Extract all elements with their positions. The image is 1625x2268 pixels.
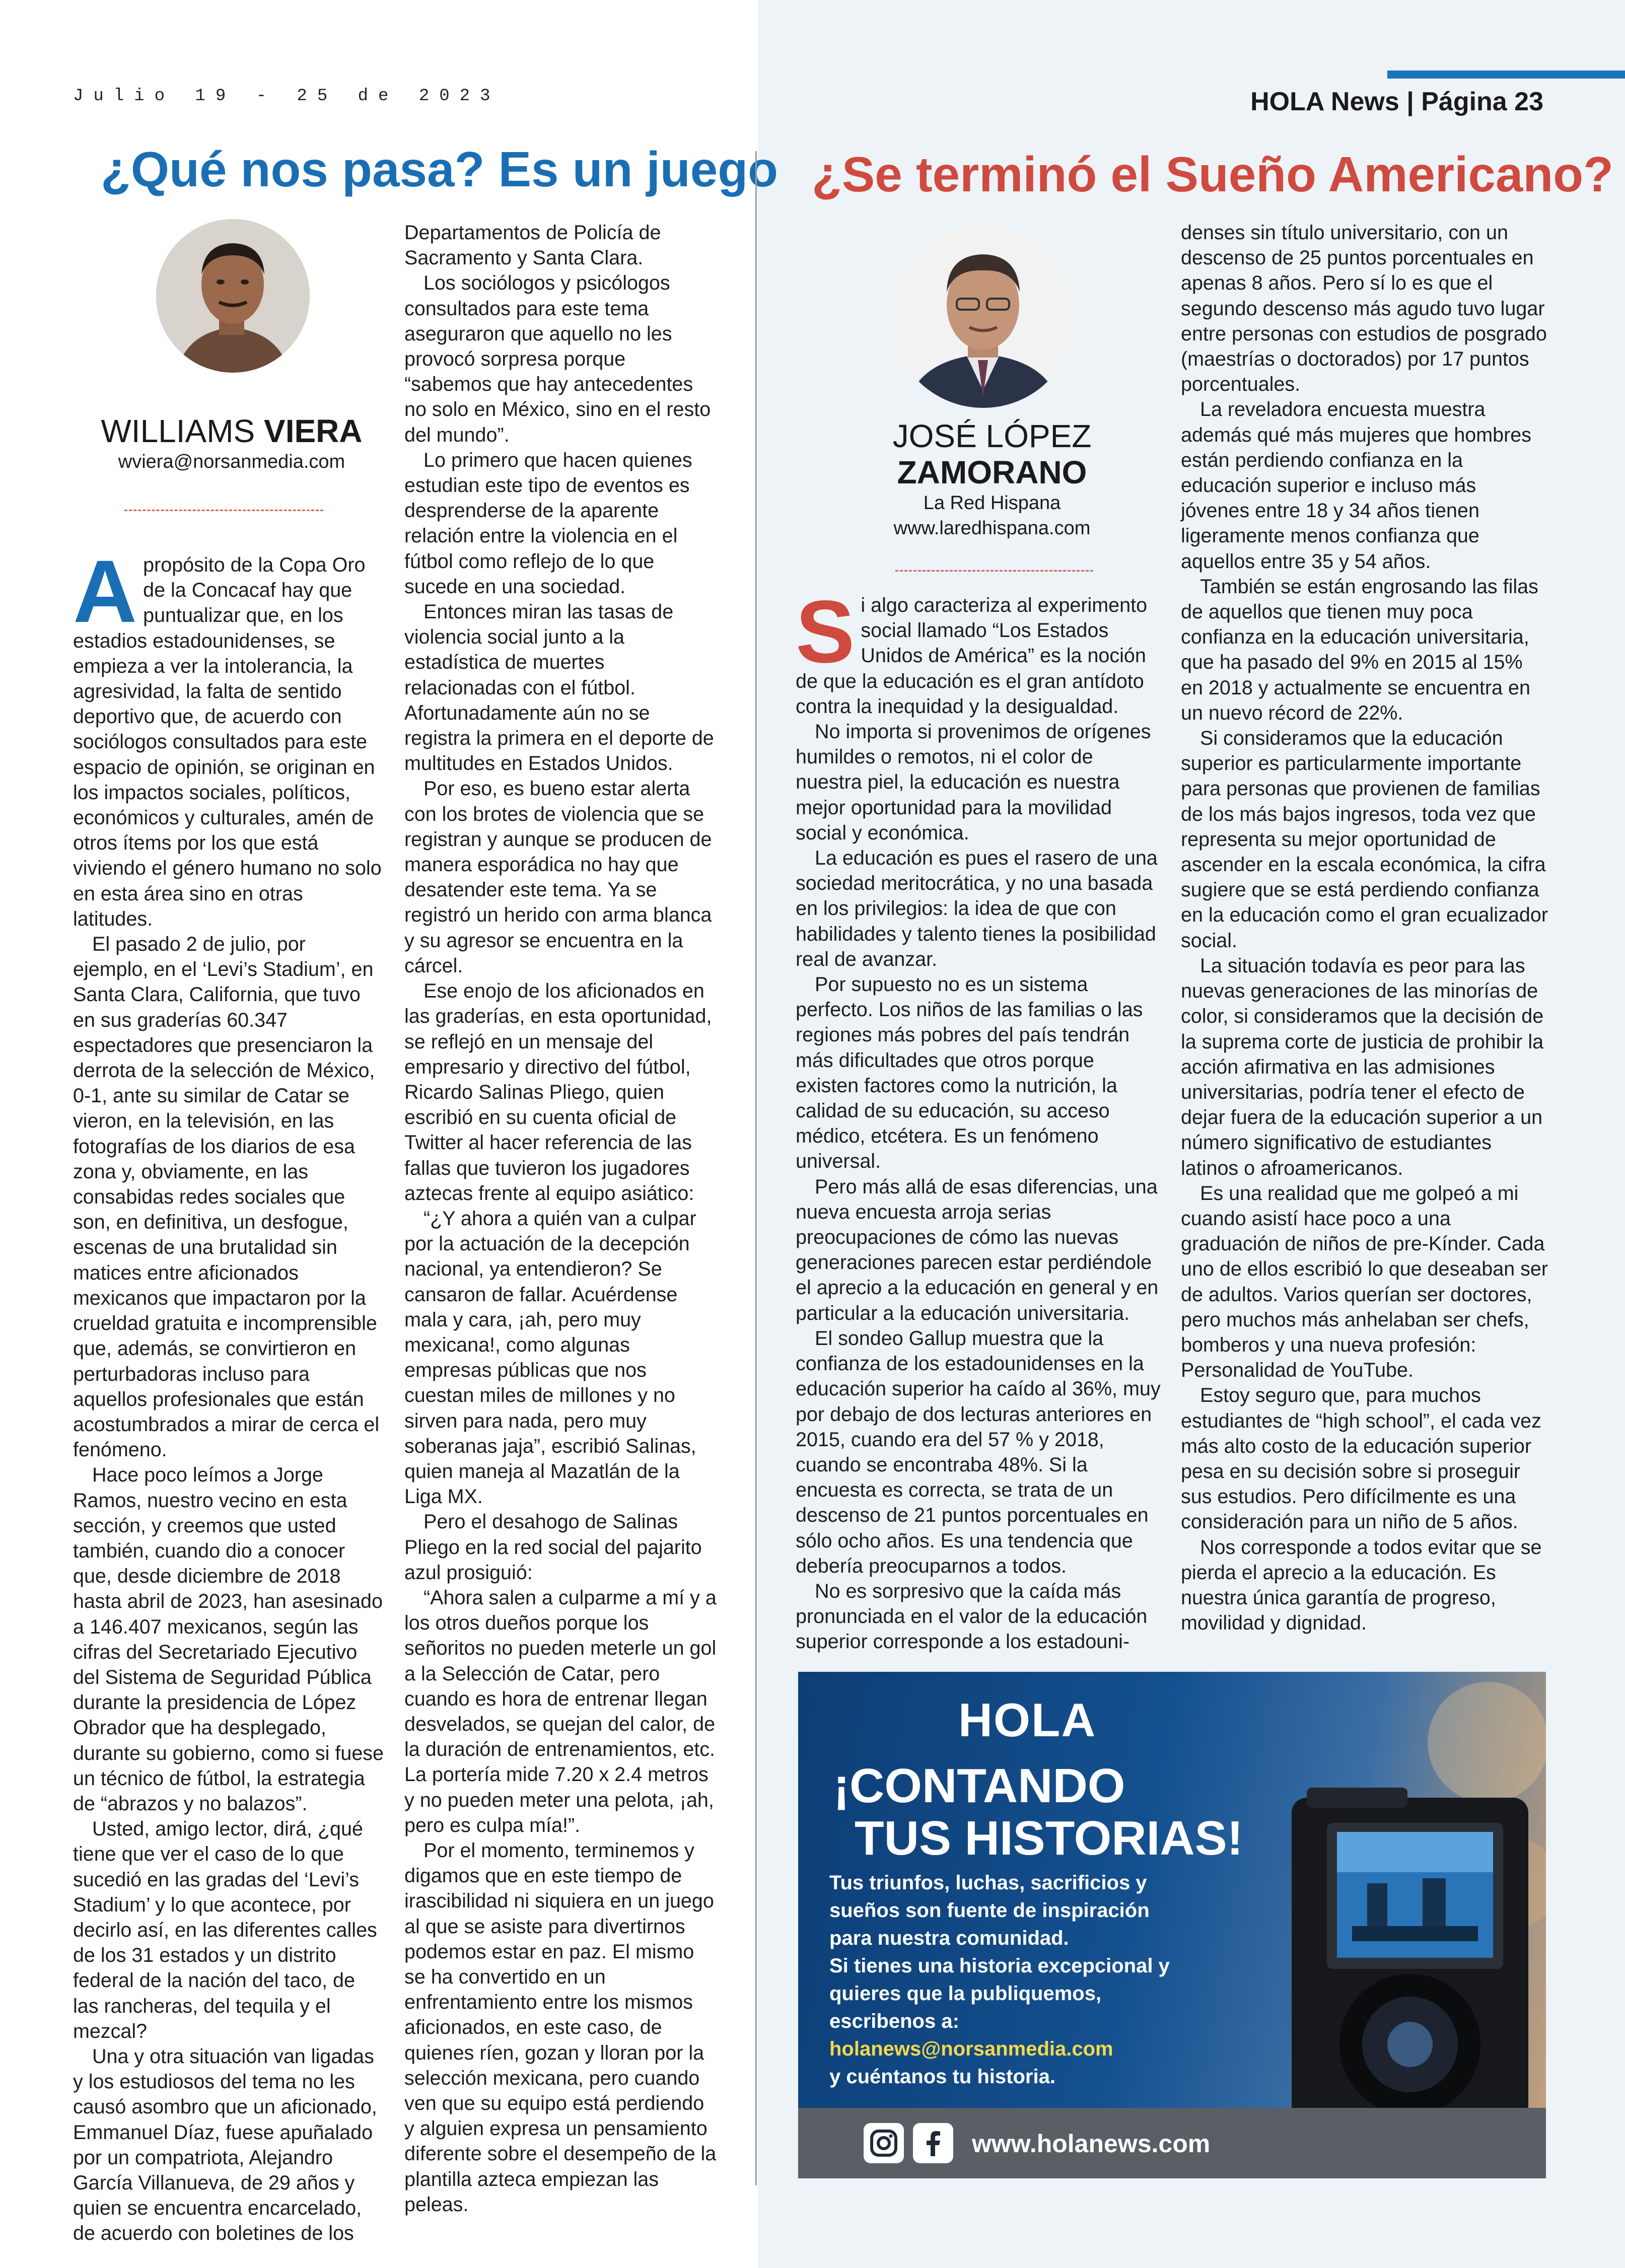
ad-footer (798, 2108, 1546, 2178)
right-para-12: La situación todavía es peor para las nuevas generaciones de las minorías de color, si consideramos que la decisión de la suprema corte de justicia de prohibir la acción afirmativa en las admisiones universitarias, podría tener el efecto de dejar fuera de la educación superior a un número significativo de estudiantes latinos o afroamericanos. (1181, 954, 1544, 1179)
page-header: HOLA News | Página 23 (1250, 87, 1543, 116)
right-para-8: denses sin título universitario, con un descenso de 25 puntos porcentuales en apenas 8 años. Pero sí lo es que el segundo descenso más agudo tuvo lugar entre personas con estudios de posgrado (maestrías o doctorados) por 17 puntos porcentuales. (1181, 222, 1547, 396)
right-para-2: No importa si provenimos de orígenes humildes o remotos, ni el color de nuestra piel, la educación es nuestra mejor oportunidad para la movilidad social y económica. (796, 721, 1151, 844)
right-para-11: Si consideramos que la educación superior es particularmente importante para personas que provienen de familias de los más bajos ingresos, toda vez que representa su mejor oportunidad de ascender en la escala económica, la cifra sugiere que se está perdiendo confianza en la educación como el gran ecualizador social. (1181, 727, 1548, 952)
left-column-2 (404, 220, 717, 2217)
hola-advertisement[interactable] (798, 1672, 1546, 2178)
left-para-13: Pero el desahogo de Salinas Pliego en la red social del pajarito azul prosiguió: (404, 1511, 702, 1584)
author-block-viera (30, 413, 433, 474)
ad-closing: y cuéntanos tu historia. (829, 2066, 1055, 2088)
left-column-1 (73, 542, 385, 2246)
author-name: WILLIAMS VIERA (101, 413, 363, 449)
header-accent-bar (1387, 70, 1625, 79)
left-para-11: Ese enojo de los aficionados en las graderías, en esta oportunidad, se reflejó en un mensaje del empresario y directivo del fútbol, Ricardo Salinas Pliego, quien escribió en su cuenta oficial de Twitter al hacer referencia de las fallas que tuvieron los jugadores aztecas frente al equipo asiático: (404, 980, 712, 1204)
author-divider-right (895, 570, 1093, 572)
right-para-10: También se están engrosando las filas de aquellos que tienen muy poca confianza en la educación universitaria, que ha pasado del 9% en 2015 al 15% en 2018 y actualmente se encuentra en un nuevo récord de 22%. (1181, 575, 1538, 724)
right-para-14: Estoy seguro que, para muchos estudiantes de “high school”, el cada vez más alto costo de la educación superior pesa en su decisión sobre si proseguir sus estudios. Pero difícilmente es una consideración para un niño de 5 años. (1181, 1384, 1541, 1533)
ad-body (829, 1869, 1170, 2091)
left-para-2: El pasado 2 de julio, por ejemplo, en el ‘Levi’s Stadium’, en Santa Clara, California, que tuvo en sus graderías 60.347 espectadores que presenciaron la derrota de la selección de México, 0-1, ante su similar de Catar se vieron, en la televisión, en las fotografías de los diarios de esa zona y, obviamente, en las consabidas redes sociales que son, en definitiva, un desfogue, escenas de una brutalidad sin matices entre aficionados mexicanos que impactaron por la crueldad gratuita e incomprensible que, además, se convirtieron en perturbadoras incluso para aquellos profesionales que están acostumbrados a mirar de cerca el fenómeno. (73, 933, 380, 1461)
left-para-6: Departamentos de Policía de Sacramento y Santa Clara. (404, 222, 661, 269)
author-divider (124, 510, 323, 511)
issue-date: Julio 19 - 25 de 2023 (73, 87, 501, 106)
ad-headline-line2: TUS HISTORIAS! (855, 1811, 1243, 1865)
ad-body-line: Tus triunfos, luchas, sacrificios y (829, 1872, 1147, 1894)
ad-body-line: Si tienes una historia excepcional y (829, 1955, 1170, 1977)
right-para-15: Nos corresponde a todos evitar que se pierda el aprecio a la educación. Es nuestra única garantía de progreso, movilidad y dignidad. (1181, 1536, 1542, 1635)
left-para-3: Hace poco leímos a Jorge Ramos, nuestro vecino en esta sección, y creemos que usted también, cuando dio a conocer que, desde diciembre de 2018 hasta abril de 2023, han asesinado a 146.407 mexicanos, según las cifras del Secretariado Ejecutivo del Sistema de Seguridad Pública durante la presidencia de López Obrador que ha desplegado, durante su gobierno, como si fuese un técnico de fútbol, la estrategia de “abrazos y no balazos”. (73, 1464, 384, 1815)
ad-headline-line1: ¡CONTANDO (833, 1759, 1125, 1813)
right-column-1 (796, 583, 1161, 1655)
right-para-3: La educación es pues el rasero de una sociedad meritocrática, y no una basada en los privilegios: la idea de que con habilidades y talento tienes la posibilidad real de avanzar. (796, 847, 1158, 970)
left-para-1: Apropósito de la Copa Oro de la Concacaf hay que puntualizar que, en los estadios estadounidenses, se empieza a ver la intolerancia, la agresividad, la falta de sentido deportivo que, de acuerdo con sociólogos consultados para este espacio de opinión, se originan en los impactos sociales, políticos, económicos y culturales, amén de otros ítems por los que está viviendo el género humano no solo en esta área sino en otras latitudes. (73, 542, 382, 930)
author-org: La Red Hispana (923, 492, 1061, 514)
ad-headline (833, 1760, 1243, 1865)
author-website: www.laredhispana.com (893, 518, 1091, 539)
right-headline: ¿Se terminó el Sueño Americano? (812, 147, 1613, 202)
left-para-15: Por el momento, terminemos y digamos que en este tiempo de irascibilidad ni siquiera en un juego al que se asiste para divertirnos podemos estar en paz. El mismo se ha convertido en un enfrentamiento entre los mismos aficionados, en este caso, de quienes ríen, gozan y lloran por la selección mexicana, pero cuando ven que su equipo está perdiendo y alguien expresa un pensamiento diferente sobre el desempeño de la plantilla azteca empiezan las peleas. (404, 1839, 717, 2216)
author-block-lopez (791, 418, 1193, 541)
author-photo-viera (156, 219, 310, 373)
author-email: wviera@norsanmedia.com (118, 451, 345, 472)
instagram-icon[interactable] (864, 2123, 904, 2163)
ad-website-link[interactable]: www.holanews.com (972, 2130, 1211, 2158)
right-para-6: El sondeo Gallup muestra que la confianza de los estadounidenses en la educación superior ha caído al 36%, muy por debajo de dos lecturas anteriores en 2015, cuando era del 57 % y 2018, cuando se encontraba 48%. Si la encuesta es correcta, se trata de un descenso de 21 puntos porcentuales en sólo ocho años. Es una tendencia que debería preocuparnos a todos. (796, 1327, 1161, 1577)
dropcap: S (796, 583, 855, 681)
dropcap: A (73, 542, 137, 641)
left-para-7: Los sociólogos y psicólogos consultados para este tema aseguraron que aquello no les provocó sorpresa porque “sabemos que hay antecedentes no solo en México, sino en el resto del mundo”. (404, 272, 711, 446)
left-para-5: Una y otra situación van ligadas y los estudiosos del tema no les causó asombro que un aficionado, Emmanuel Díaz, fuese apuñalado por un compatriota, Alejandro García Villanueva, de 29 años y quien se encuentra encarcelado, de acuerdo con boletines de los (73, 2045, 377, 2245)
author-photo-lopez (891, 224, 1075, 408)
left-para-9: Entonces miran las tasas de violencia social junto a la estadística de muertes relacionadas con el fútbol. Afortunadamente aún no se registra la primera en el deporte de multitudes en Estados Unidos. (404, 601, 714, 775)
left-para-8: Lo primero que hacen quienes estudian este tipo de eventos es desprenderse de la aparente relación entre la violencia en el fútbol como reflejo de lo que sucede en una sociedad. (404, 449, 692, 598)
hola-logo: HOLA (958, 1693, 1097, 1746)
right-para-9: La reveladora encuesta muestra además qué más mujeres que hombres están perdiendo confianza en la educación superior e incluso más jóvenes entre 18 y 34 años tienen ligeramente menos confianza que aquellos entre 35 y 54 años. (1181, 398, 1531, 573)
left-headline: ¿Qué nos pasa? Es un juego (101, 141, 778, 197)
left-para-10: Por eso, es bueno estar alerta con los brotes de violencia que se registran y aunque se producen de manera esporádica no hay que desatender este tema. Ya se registró un herido con arma blanca y su agresor se encuentra en la cárcel. (404, 777, 712, 977)
left-para-14: “Ahora salen a culparme a mí y a los otros dueños porque los señoritos no pueden meterle un gol a la Selección de Catar, pero cuando es hora de entrenar llegan desvelados, se quejan del calor, de la duración de entrenamientos, etc. La portería mide 7.20 x 2.4 metros y no pueden meter una pelota, ¡ah, pero es culpa mía!”. (404, 1586, 717, 1836)
column-separator (755, 151, 757, 2185)
right-para-7: No es sorpresivo que la caída más pronunciada en el valor de la educación superior corresponde a los estadouni- (796, 1580, 1148, 1653)
right-column-2 (1181, 220, 1548, 1636)
right-para-4: Por supuesto no es un sistema perfecto. Los niños de las familias o las regiones más pobres del país tendrán más dificultades que otros porque existen factores como la nutrición, la calidad de su educación, su acceso médico, etcétera. Es un fenómeno universal. (796, 973, 1143, 1173)
right-para-13: Es una realidad que me golpeó a mi cuando asistí hace poco a una graduación de niños de pre-Kínder. Cada uno de ellos escribió lo que deseaban ser de adultos. Varios querían ser doctores, pero muchos más anhelaban ser chefs, bomberos y una nueva profesión: Personalidad de YouTube. (1181, 1182, 1548, 1382)
author-name-first: JOSÉ LÓPEZ (892, 418, 1092, 454)
ad-body-line: sueños son fuente de inspiración (829, 1899, 1150, 1922)
left-para-4: Usted, amigo lector, dirá, ¿qué tiene que ver el caso de lo que sucedió en las gradas del ‘Levi’s Stadium’ y lo que acontece, por decirlo así, en las diferentes calles de los 31 estados y un distrito federal de la nación del taco, de las rancheras, del tequila y el mezcal? (73, 1818, 377, 2042)
facebook-icon[interactable] (913, 2123, 953, 2163)
ad-body-line: quieres que la publiquemos, (829, 1982, 1102, 2005)
right-para-1: Si algo caracteriza al experimento social llamado “Los Estados Unidos de América” es la noción de que la educación es el gran antídoto contra la inequidad y la desigualdad. (796, 583, 1148, 718)
ad-body-line: escribenos a: (829, 2010, 959, 2032)
ad-body-line: para nuestra comunidad. (829, 1927, 1069, 1949)
ad-email-link[interactable]: holanews@norsanmedia.com (829, 2038, 1113, 2060)
author-name-last: ZAMORANO (897, 454, 1087, 490)
left-para-12: “¿Y ahora a quién van a culpar por la actuación de la decepción nacional, ya entendieron? Se cansaron de fallar. Acuérdense mala y cara, ¡ah, pero muy mexicana!, como algunas empresas públicas que nos cuestan miles de millones y no sirven para nada, pero muy soberanas jaja”, escribió Salinas, quien maneja al Mazatlán de la Liga MX. (404, 1207, 696, 1508)
right-para-5: Pero más allá de esas diferencias, una nueva encuesta arroja serias preocupaciones de cómo las nuevas generaciones parecen estar perdiéndole el aprecio a la educación en general y en particular a la educación universitaria. (796, 1175, 1159, 1324)
